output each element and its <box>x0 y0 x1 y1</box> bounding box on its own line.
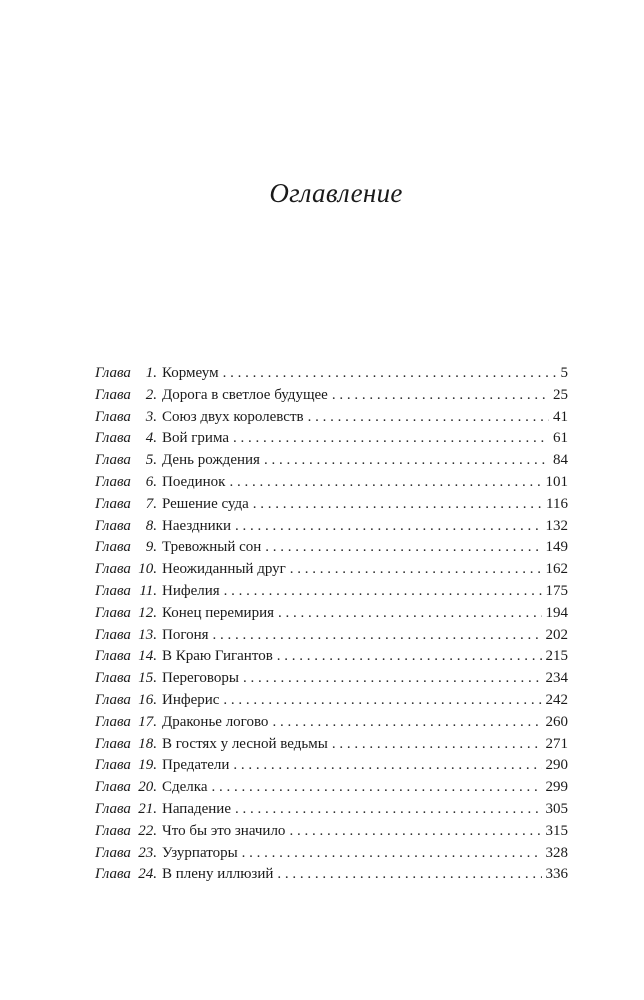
chapter-word: Глава <box>95 648 131 665</box>
toc-entry <box>95 407 568 429</box>
chapter-word: Глава <box>95 757 131 774</box>
toc-entry <box>95 363 568 385</box>
page-number: 234 <box>545 670 568 687</box>
dot-leader <box>224 581 542 603</box>
chapter-title: Решение суда <box>162 495 249 512</box>
chapter-number: 13. <box>138 626 157 643</box>
dot-leader <box>212 777 542 799</box>
chapter-title: Тревожный сон <box>162 539 262 556</box>
page-number: 202 <box>545 626 568 643</box>
chapter-title: Сделка <box>162 779 208 796</box>
dot-leader <box>272 712 541 734</box>
toc-entry <box>95 799 568 821</box>
chapter-number: 19. <box>138 757 157 774</box>
chapter-number: 22. <box>138 822 157 839</box>
dot-leader <box>243 668 542 690</box>
chapter-word: Глава <box>95 866 131 883</box>
chapter-word: Глава <box>95 452 131 469</box>
chapter-number: 9. <box>145 539 157 556</box>
chapter-number: 8. <box>145 517 157 534</box>
toc-entry <box>95 755 568 777</box>
chapter-title: Дорога в светлое будущее <box>162 386 328 403</box>
page-number: 305 <box>545 800 568 817</box>
toc-entry <box>95 734 568 756</box>
toc-entry <box>95 625 568 647</box>
chapter-title: В гостях у лесной ведьмы <box>162 735 328 752</box>
chapter-word: Глава <box>95 779 131 796</box>
chapter-number: 5. <box>145 452 157 469</box>
page-number: 242 <box>545 691 568 708</box>
toc-entry <box>95 690 568 712</box>
dot-leader <box>290 559 542 581</box>
toc-entry <box>95 581 568 603</box>
page-number: 149 <box>545 539 568 556</box>
chapter-word: Глава <box>95 430 131 447</box>
chapter-number: 10. <box>138 561 157 578</box>
chapter-number: 21. <box>138 800 157 817</box>
dot-leader <box>233 755 541 777</box>
chapter-title: Неожиданный друг <box>162 561 286 578</box>
chapter-number: 23. <box>138 844 157 861</box>
chapter-number: 18. <box>138 735 157 752</box>
chapter-word: Глава <box>95 670 131 687</box>
chapter-title: Переговоры <box>162 670 239 687</box>
chapter-number: 20. <box>138 779 157 796</box>
chapter-title: Вой грима <box>162 430 230 447</box>
page-number: 132 <box>545 517 568 534</box>
chapter-title: Узурпаторы <box>162 844 238 861</box>
chapter-word: Глава <box>95 582 131 599</box>
chapter-title: Наездники <box>162 517 231 534</box>
chapter-number: 14. <box>138 648 157 665</box>
dot-leader <box>233 428 549 450</box>
chapter-title: Союз двух королевств <box>162 408 304 425</box>
chapter-title: В Краю Гигантов <box>162 648 273 665</box>
chapter-number: 3. <box>145 408 157 425</box>
chapter-number: 1. <box>145 365 157 381</box>
chapter-word: Глава <box>95 473 131 490</box>
page-number: 84 <box>553 452 568 469</box>
chapter-title: Нифелия <box>162 582 220 599</box>
toc-entry <box>95 537 568 559</box>
chapter-word: Глава <box>95 713 131 730</box>
dot-leader <box>264 450 549 472</box>
toc-entry <box>95 843 568 865</box>
page-number: 101 <box>545 473 568 490</box>
chapter-number: 2. <box>145 386 157 403</box>
chapter-word: Глава <box>95 800 131 817</box>
toc-entry <box>95 603 568 625</box>
chapter-word: Глава <box>95 386 131 403</box>
dot-leader <box>223 363 557 385</box>
toc-entry <box>95 646 568 668</box>
page-number: 41 <box>553 408 568 425</box>
toc-entry <box>95 494 568 516</box>
chapter-word: Глава <box>95 604 131 621</box>
dot-leader <box>332 385 549 407</box>
chapter-title: В плену иллюзий <box>162 866 274 883</box>
chapter-title: Конец перемирия <box>162 604 275 621</box>
page-number: 328 <box>545 844 568 861</box>
page-number: 162 <box>545 561 568 578</box>
page-number: 336 <box>545 866 568 883</box>
chapter-number: 12. <box>138 604 157 621</box>
chapter-word: Глава <box>95 561 131 578</box>
page-number: 175 <box>545 582 568 599</box>
dot-leader <box>235 516 542 538</box>
dot-leader <box>278 603 541 625</box>
chapter-word: Глава <box>95 495 131 512</box>
dot-leader <box>277 864 541 886</box>
toc-entry <box>95 450 568 472</box>
table-of-contents <box>95 363 568 886</box>
chapter-word: Глава <box>95 626 131 643</box>
page-number: 290 <box>545 757 568 774</box>
chapter-number: 15. <box>138 670 157 687</box>
chapter-title: Нападение <box>162 800 231 817</box>
page-number: 299 <box>545 779 568 796</box>
page-number: 194 <box>545 604 568 621</box>
page-number: 271 <box>545 735 568 752</box>
toc-entry <box>95 712 568 734</box>
toc-entry <box>95 777 568 799</box>
chapter-number: 16. <box>138 691 157 708</box>
toc-entry <box>95 385 568 407</box>
dot-leader <box>332 734 542 756</box>
dot-leader <box>277 646 542 668</box>
toc-entry <box>95 516 568 538</box>
chapter-word: Глава <box>95 691 131 708</box>
chapter-word: Глава <box>95 735 131 752</box>
page-number: 260 <box>545 713 568 730</box>
chapter-title: Драконье логово <box>162 713 269 730</box>
chapter-word: Глава <box>95 822 131 839</box>
chapter-word: Глава <box>95 365 131 381</box>
chapter-title: Поединок <box>162 473 226 490</box>
chapter-word: Глава <box>95 517 131 534</box>
page-number: 116 <box>546 495 568 512</box>
toc-entry <box>95 668 568 690</box>
dot-leader <box>229 472 541 494</box>
page-number: 5 <box>560 365 568 381</box>
chapter-number: 6. <box>145 473 157 490</box>
chapter-word: Глава <box>95 539 131 556</box>
dot-leader <box>235 799 542 821</box>
chapter-title: Предатели <box>162 757 230 774</box>
toc-entry <box>95 428 568 450</box>
chapter-title: Кормеум <box>162 365 219 381</box>
chapter-title: Что бы это значило <box>162 822 286 839</box>
dot-leader <box>213 625 542 647</box>
chapter-word: Глава <box>95 408 131 425</box>
chapter-number: 17. <box>138 713 157 730</box>
chapter-number: 11. <box>139 582 157 599</box>
toc-entry <box>95 821 568 843</box>
dot-leader <box>265 537 541 559</box>
dot-leader <box>308 407 549 429</box>
chapter-number: 7. <box>145 495 157 512</box>
toc-entry <box>95 472 568 494</box>
chapter-word: Глава <box>95 844 131 861</box>
page-number: 315 <box>545 822 568 839</box>
dot-leader <box>223 690 541 712</box>
chapter-title: День рождения <box>162 452 260 469</box>
dot-leader <box>253 494 542 516</box>
dot-leader <box>289 821 541 843</box>
toc-entry <box>95 559 568 581</box>
chapter-title: Инферис <box>162 691 220 708</box>
page-number: 61 <box>553 430 568 447</box>
page-number: 215 <box>545 648 568 665</box>
chapter-title: Погоня <box>162 626 209 643</box>
toc-entry <box>95 864 568 886</box>
chapter-number: 24. <box>138 866 157 883</box>
dot-leader <box>242 843 542 865</box>
page-number: 25 <box>553 386 568 403</box>
page-title: Оглавление <box>269 178 403 208</box>
chapter-number: 4. <box>145 430 157 447</box>
